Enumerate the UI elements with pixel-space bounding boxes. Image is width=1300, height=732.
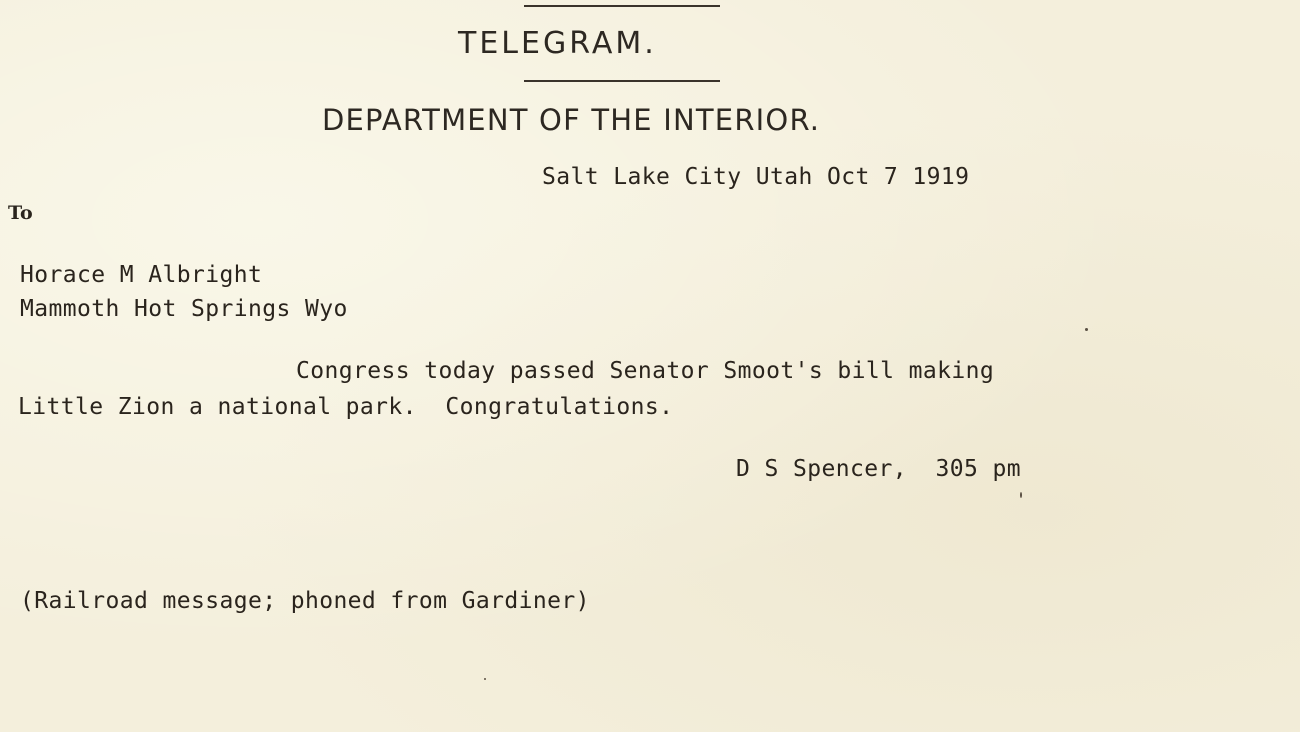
signature: D S Spencer, 305 pm — [736, 456, 1021, 482]
paper-speck — [1085, 328, 1088, 331]
paper-speck — [1020, 492, 1022, 498]
recipient-location: Mammoth Hot Springs Wyo — [20, 296, 348, 322]
department-heading: DEPARTMENT OF THE INTERIOR. — [322, 103, 821, 137]
recipient-name: Horace M Albright — [20, 262, 263, 288]
message-line-2: Little Zion a national park. Congratulations. — [18, 394, 674, 420]
top-rule — [524, 5, 720, 7]
railroad-note: (Railroad message; phoned from Gardiner) — [20, 588, 590, 614]
telegram-title: TELEGRAM. — [458, 26, 657, 61]
dateline: Salt Lake City Utah Oct 7 1919 — [542, 164, 970, 190]
message-line-1: Congress today passed Senator Smoot's bill making — [296, 358, 995, 384]
title-underline — [524, 80, 720, 82]
to-label: To — [8, 202, 33, 224]
paper-speck — [484, 678, 486, 680]
